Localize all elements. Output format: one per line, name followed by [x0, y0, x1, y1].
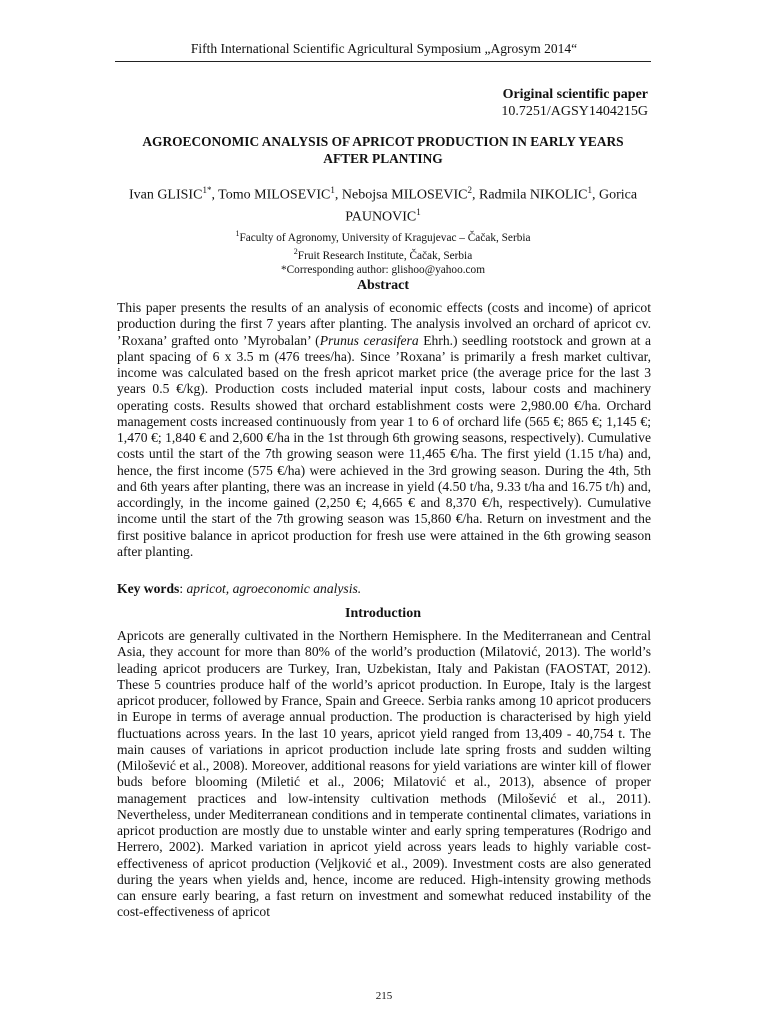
- paper-title: [115, 133, 651, 167]
- header-rule: [115, 61, 651, 62]
- abstract-text: Ehrh.) seedling rootstock and grown at a plant spacing of 6 x 3.5 m (476 trees/ha). Since ’Roxana’ is primarily a fresh market cultivar, income was calculated based on the fresh apricot market price (the average price for the last 3 years 0.5 €/kg). Production costs included material input costs, labour costs and machinery operating costs. Results showed that orchard establishment costs were 2,980.00 €/ha. Orchard management costs increased continuously from year 1 to 6 of orchard life (565 €; 865 €; 1,145 €; 1,470 €; 1,840 € and 2,600 €/ha in the 1st through 6th growing seasons, respectively). Cumulative costs until the start of the 7th growing season were 11,465 €/ha. The first yield (1.15 t/ha) and, hence, the first income (575 €/ha) were achieved in the 3rd growing season. During the 4th, 5th and 6th years after planting, there was an increase in yield (4.50 t/ha, 9.33 t/ha and 16.75 t/h) and, accordingly, in the income gained (2,250 €; 4,665 € and 8,370 €/h, respectively). Cumulative income until the start of the 7th growing season was 15,860 €/ha. Return on investment and the first positive balance in apricot production for fresh use were attained in the 6th growing season after planting.: [117, 332, 651, 559]
- keywords-value: apricot, agroeconomic analysis.: [186, 581, 362, 596]
- abstract-heading: Abstract: [356, 278, 410, 293]
- author-name: , Nebojsa MILOSEVIC: [334, 187, 468, 203]
- paper-doi: 10.7251/AGSY1404215G: [501, 104, 648, 119]
- author-sup: 1: [416, 206, 421, 217]
- introduction-heading: Introduction: [345, 606, 421, 621]
- page-number: 215: [375, 990, 393, 1002]
- keywords: [117, 581, 651, 597]
- corresponding-author: *Corresponding author: glishoo@yahoo.com: [281, 263, 485, 276]
- author-sup: 1*: [202, 185, 212, 195]
- affiliation-sup: 1: [235, 229, 240, 238]
- author-sup: 1: [587, 185, 592, 195]
- author-sup: 1: [330, 185, 335, 195]
- affiliation-sup: 2: [293, 246, 298, 256]
- author-name: , Gorica: [591, 187, 638, 203]
- affiliation-1: [115, 227, 651, 245]
- paper-kind: Original scientific paper: [502, 87, 648, 102]
- running-header: Fifth International Scientific Agricultural Symposium „Agrosym 2014“: [190, 41, 578, 56]
- paper-type-block: [501, 86, 648, 120]
- title-line-1: AGROECONOMIC ANALYSIS OF APRICOT PRODUCTION IN EARLY YEARS: [142, 134, 624, 149]
- abstract-body: [117, 300, 651, 560]
- author-name: , Radmila NIKOLIC: [471, 187, 588, 203]
- author-name: PAUNOVIC: [345, 209, 417, 225]
- title-line-2: AFTER PLANTING: [323, 151, 443, 166]
- affiliations: [115, 227, 651, 277]
- author-line-1: [115, 182, 651, 204]
- affiliation-text: Fruit Research Institute, Čačak, Serbia: [297, 249, 473, 262]
- keywords-label: Key words: [117, 581, 180, 596]
- introduction-body: Apricots are generally cultivated in the Northern Hemisphere. In the Mediterranean and Central Asia, they account for more than 80% of the world’s production (Milatović, 2013). The world’s leading apricot producers are Turkey, Iran, Uzbekistan, Italy and Pakistan (FAOSTAT, 2012). These 5 countries produce half of the world’s apricot production. In Europe, Italy is the largest apricot producer, followed by France, Spain and Greece. Serbia ranks among 10 apricot producers in Europe in terms of average annual production. The production is characterised by high yield fluctuations across years. In the last 10 years, apricot yield ranged from 13,409 - 40,754 t. The main causes of variations in apricot production include late spring frosts and sudden wilting (Milošević et al., 2008). Moreover, additional reasons for yield variations are winter kill of flower buds before blooming (Miletić et al., 2006; Milatović et al., 2013), absence of proper management practices and low-intensity cultivation methods (Milošević et al., 2011). Nevertheless, under Mediterranean conditions and in temperate continental climates, variations in apricot production are mostly due to unstable winter and early spring temperatures (Rodrigo and Herrero, 2002). Marked variation in apricot yield across years leads to highly variable cost-effectiveness of apricot production (Veljković et al., 2009). Investment costs are also generated during the years when yields and, hence, income are reduced. High-intensity growing methods can ensure early bearing, a fast return on investment and somewhat reduced instability of the cost-effectiveness of apricot: [117, 628, 651, 920]
- author-sup: 2: [467, 185, 472, 195]
- author-line-2: [115, 204, 651, 226]
- author-name: Ivan GLISIC: [128, 187, 203, 203]
- species-name: Prunus cerasifera: [319, 332, 419, 348]
- keywords-sep: :: [179, 581, 187, 596]
- abstract-text: This paper presents the results of an analysis of economic effects (costs and income) of apricot production during the first 7 years after planting. The analysis involved an orchard of apricot cv. ’Roxana’ grafted onto ’Myrobalan’ (: [117, 300, 651, 348]
- author-list: [115, 182, 651, 225]
- affiliation-2: [115, 245, 651, 263]
- affiliation-text: Faculty of Agronomy, University of Kragujevac – Čačak, Serbia: [239, 231, 531, 244]
- author-name: , Tomo MILOSEVIC: [211, 187, 331, 203]
